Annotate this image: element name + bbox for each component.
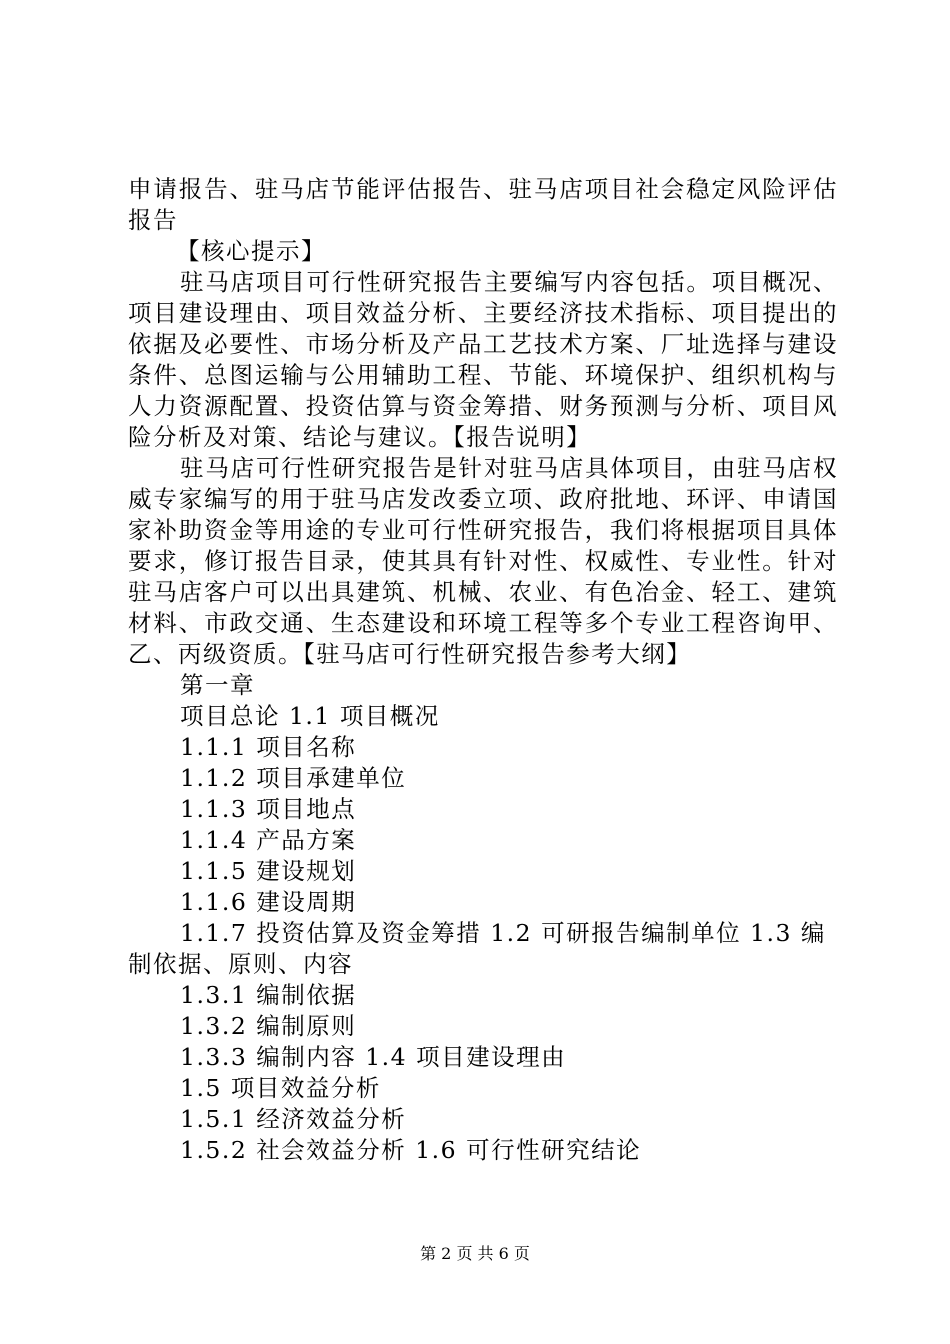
outline-item: 1.1.2 项目承建单位 (180, 764, 407, 792)
outline-item: 1.1.3 项目地点 (180, 795, 357, 823)
outline-item: 1.5 项目效益分析 (180, 1074, 381, 1102)
outline-item: 1.1.4 产品方案 (180, 826, 357, 854)
outline-item: 1.3.2 编制原则 (180, 1012, 357, 1040)
outline-item: 1.1.1 项目名称 (180, 733, 357, 761)
outline-item: 1.3.3 编制内容 1.4 项目建设理由 (180, 1043, 567, 1071)
outline-item: 1.5.1 经济效益分析 (180, 1105, 407, 1133)
outline-item: 1.1.7 投资估算及资金筹措 1.2 可研报告编制单位 1.3 编制依据、原则、内容 (128, 919, 826, 978)
outline-item: 1.1.5 建设规划 (180, 857, 357, 885)
outline-item: 1.5.2 社会效益分析 1.6 可行性研究结论 (180, 1136, 642, 1164)
paragraph-intro-continuation: 申请报告、驻马店节能评估报告、驻马店项目社会稳定风险评估报告 (128, 175, 838, 234)
outline-item: 1.1.6 建设周期 (180, 888, 357, 916)
paragraph-report-description: 驻马店可行性研究报告是针对驻马店具体项目，由驻马店权威专家编写的用于驻马店发改委立项、政府批地、环评、申请国家补助资金等用途的专业可行性研究报告，我们将根据项目具体要求，修订报告目录，使其具有针对性、权威性、专业性。针对驻马店客户可以出具建筑、机械、农业、有色冶金、轻工、建筑材料、市政交通、生态建设和环境工程等多个专业工程咨询甲、乙、丙级资质。【驻马店可行性研究报告参考大纲】 (128, 454, 838, 668)
paragraph-core-content: 驻马店项目可行性研究报告主要编写内容包括。项目概况、项目建设理由、项目效益分析、主要经济技术指标、项目提出的依据及必要性、市场分析及产品工艺技术方案、厂址选择与建设条件、总图运输与公用辅助工程、节能、环境保护、组织机构与人力资源配置、投资估算与资金筹措、财务预测与分析、项目风险分析及对策、结论与建议。【报告说明】 (128, 268, 838, 451)
heading-core-tip: 【核心提示】 (176, 237, 326, 265)
page-number-footer: 第 2 页 共 6 页 (420, 1244, 530, 1263)
outline-item: 1.3.1 编制依据 (180, 981, 357, 1009)
outline-item: 项目总论 1.1 项目概况 (180, 702, 440, 730)
outline-chapter: 第一章 (180, 671, 255, 699)
document-body (128, 174, 838, 1166)
